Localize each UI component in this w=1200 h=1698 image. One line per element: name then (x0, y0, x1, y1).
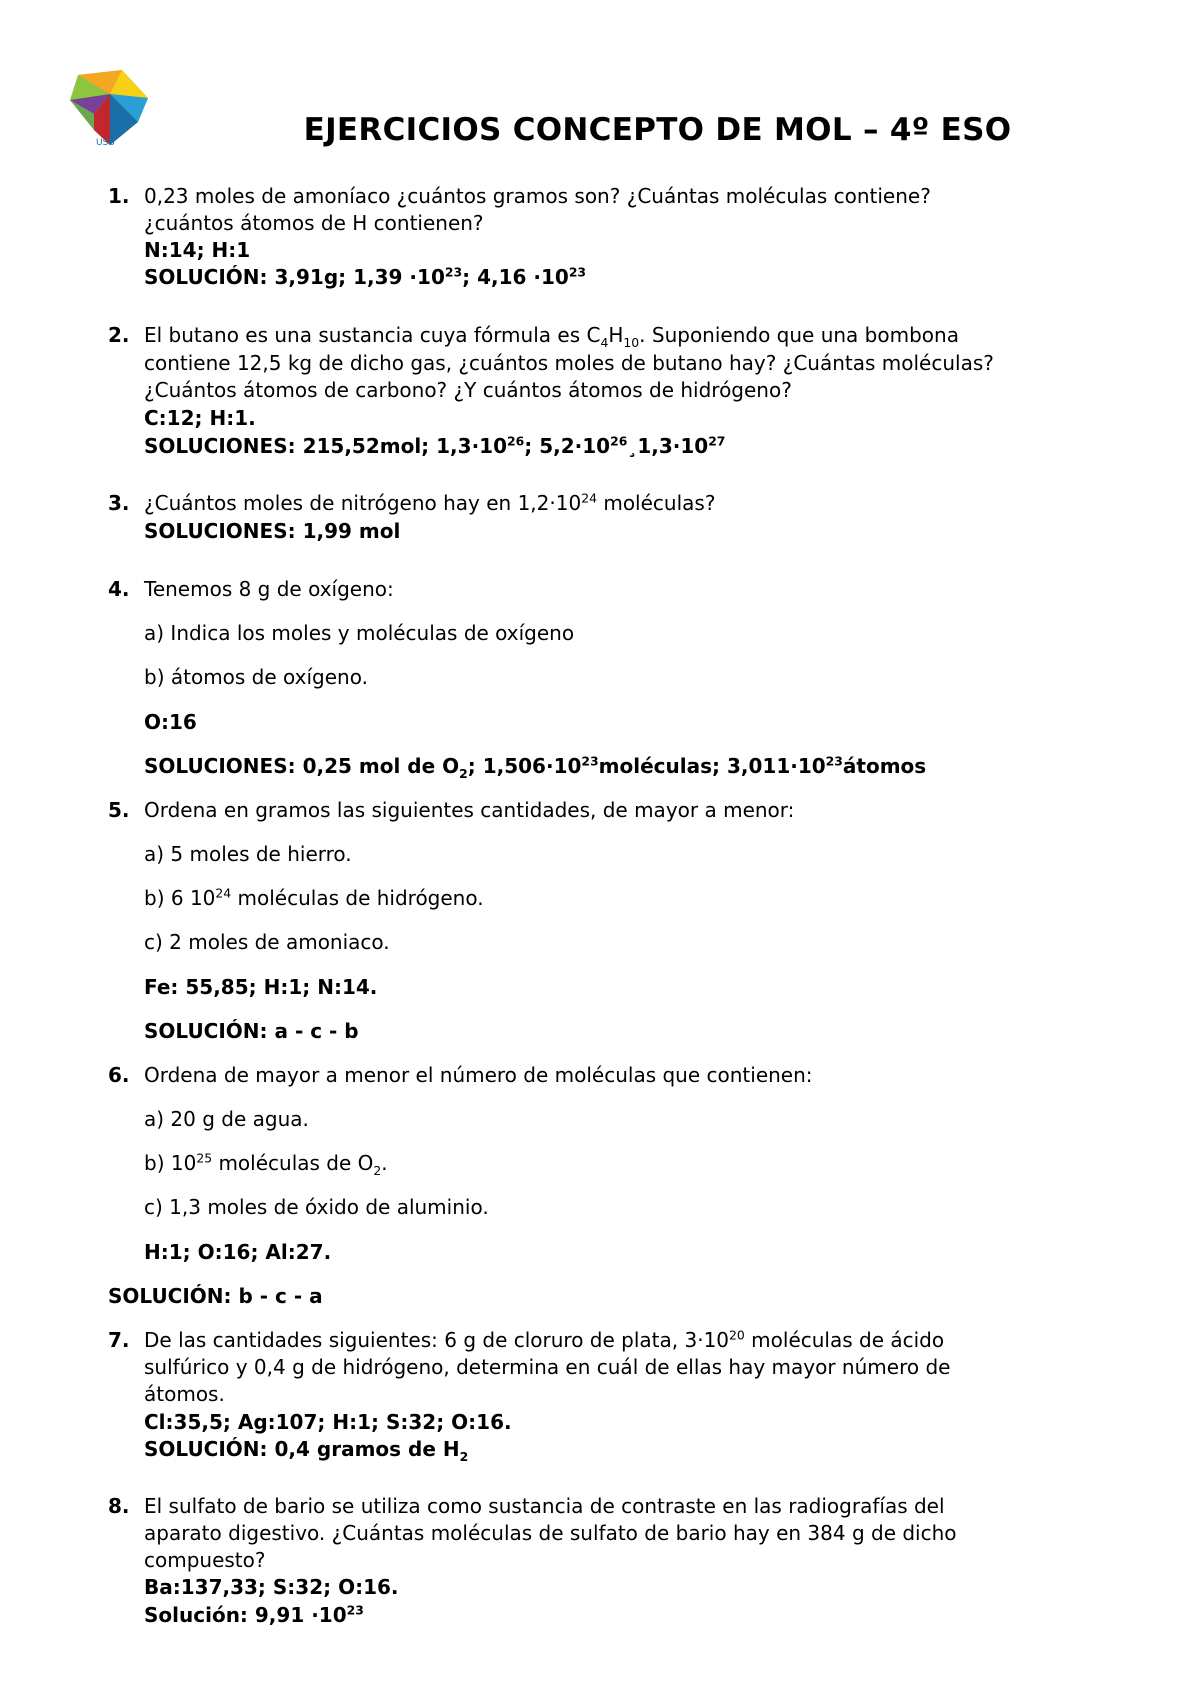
solution: SOLUCIÓN: a - c - b (144, 1019, 359, 1043)
exercise-text: El sulfato de bario se utiliza como sustancia de contraste en las radiografías del (144, 1494, 945, 1518)
exercise-text: Tenemos 8 g de oxígeno: (144, 577, 394, 601)
exercise-number: 6. (108, 1063, 130, 1087)
exercise-text: De las cantidades siguientes: 6 g de cloruro de plata, $3\cdot 10^{20}$ moléculas de ácido (144, 1327, 945, 1352)
exercise-option-a: a) 20 g de agua. (144, 1107, 309, 1131)
exercise-text: ¿cuántos átomos de H contienen? (144, 211, 484, 235)
exercise-option-c: c) 2 moles de amoniaco. (144, 930, 390, 954)
exercise-text: aparato digestivo. ¿Cuántas moléculas de sulfato de bario hay en 384 g de dicho (144, 1521, 957, 1545)
exercise-text: ¿Cuántos átomos de carbono? ¿Y cuántos átomos de hidrógeno? (144, 378, 792, 402)
solution: SOLUCIONES: 1,99 mol (144, 519, 401, 543)
solution: Solución: $9,91 \cdot 10^{23}$ (144, 1602, 364, 1627)
solution: SOLUCIÓN: 0,4 gramos de $H_2$ (144, 1437, 469, 1464)
solution: SOLUCIÓN: b - c - a (108, 1284, 323, 1308)
exercise-option-b: b) $10^{25}$ moléculas de $O_2$. (144, 1150, 388, 1178)
exercise-text: átomos. (144, 1382, 225, 1406)
exercise-number: 7. (108, 1328, 130, 1352)
exercise-text: ¿Cuántos moles de nitrógeno hay en $1,2\cdot 10^{24}$ moléculas? (144, 490, 716, 515)
solution: SOLUCIONES: 215,52mol; $1,3\cdot 10^{26}$; $5,2\cdot 10^{26}¸1,3\cdot 10^{27}$ (144, 433, 726, 458)
exercise-text: compuesto? (144, 1548, 266, 1572)
solution: SOLUCIÓN: 3,91g; $1,39 \cdot 10^{23}$; $4,16 \cdot 10^{23}$ (144, 264, 587, 289)
logo-text: USU (96, 138, 115, 148)
exercise-number: 2. (108, 323, 130, 347)
exercise-text: El butano es una sustancia cuya fórmula es $C_4H_{10}$. Suponiendo que una bombona (144, 323, 959, 350)
exercise-option-a: a) Indica los moles y moléculas de oxígeno (144, 621, 575, 645)
atomic-masses: N:14; H:1 (144, 238, 251, 262)
exercise-number: 3. (108, 491, 130, 515)
exercise-number: 8. (108, 1494, 130, 1518)
exercise-text: Ordena de mayor a menor el número de moléculas que contienen: (144, 1063, 813, 1087)
exercise-option-c: c) 1,3 moles de óxido de aluminio. (144, 1195, 489, 1219)
exercise-option-b: b) átomos de oxígeno. (144, 665, 368, 689)
exercise-number: 4. (108, 577, 130, 601)
exercise-option-a: a) 5 moles de hierro. (144, 842, 352, 866)
exercise-option-b: b) 6 $10^{24}$ moléculas de hidrógeno. (144, 885, 484, 910)
atomic-masses: Ba:137,33; S:32; O:16. (144, 1575, 399, 1599)
atomic-masses: C:12; H:1. (144, 406, 256, 430)
atomic-masses: Cl:35,5; Ag:107; H:1; S:32; O:16. (144, 1410, 512, 1434)
exercise-text: contiene 12,5 kg de dicho gas, ¿cuántos moles de butano hay? ¿Cuántas moléculas? (144, 351, 994, 375)
page-title: EJERCICIOS CONCEPTO DE MOL – 4º ESO (303, 112, 1012, 148)
atomic-masses: H:1; O:16; Al:27. (144, 1240, 332, 1264)
atomic-masses: Fe: 55,85; H:1; N:14. (144, 975, 378, 999)
exercise-number: 5. (108, 798, 130, 822)
exercise-number: 1. (108, 184, 130, 208)
exercise-text: 0,23 moles de amoníaco ¿cuántos gramos son? ¿Cuántas moléculas contiene? (144, 184, 931, 208)
solution: SOLUCIONES: 0,25 mol de $O_2$; $1,506\cdot 10^{23}moléculas$; $3,011\cdot 10^{23}átomos$ (144, 753, 927, 781)
exercise-text: sulfúrico y 0,4 g de hidrógeno, determina en cuál de ellas hay mayor número de (144, 1355, 951, 1379)
atomic-masses: O:16 (144, 710, 197, 734)
exercise-text: Ordena en gramos las siguientes cantidades, de mayor a menor: (144, 798, 795, 822)
